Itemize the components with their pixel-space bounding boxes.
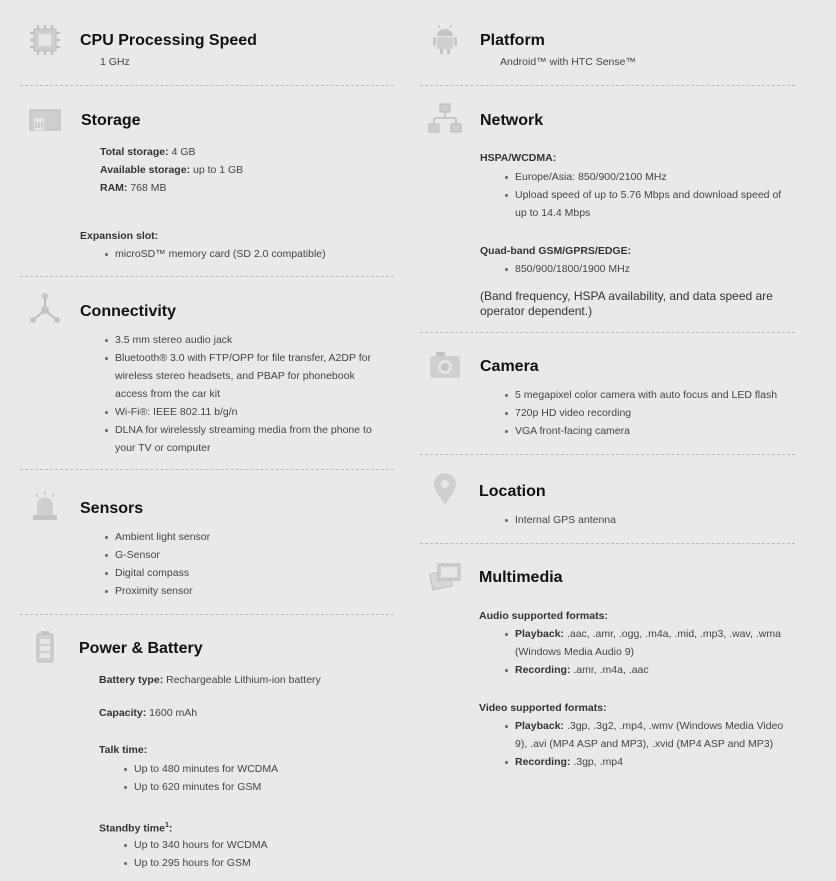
list-item: Up to 340 hours for WCDMA bbox=[119, 836, 268, 854]
list-item: 850/900/1800/1900 MHz bbox=[500, 260, 630, 278]
section-title: Sensors bbox=[80, 500, 144, 517]
list-item: microSD™ memory card (SD 2.0 compatible) bbox=[100, 245, 326, 263]
section-title: Camera bbox=[480, 358, 539, 375]
video-formats-label: Video supported formats: bbox=[479, 702, 607, 714]
ram-row bbox=[100, 179, 167, 197]
battery-type-row bbox=[99, 671, 321, 689]
section-title: Multimedia bbox=[479, 569, 563, 586]
list-item: DLNA for wirelessly streaming media from the phone to bbox=[100, 421, 372, 439]
divider bbox=[420, 454, 795, 455]
section-title: Storage bbox=[81, 112, 141, 129]
capacity-value: 1600 mAh bbox=[146, 707, 198, 719]
sensor-beacon-icon bbox=[28, 489, 62, 523]
list-item: Up to 620 minutes for GSM bbox=[119, 778, 278, 796]
capacity-label: Capacity: bbox=[99, 707, 147, 719]
gsm-label: Quad-band GSM/GPRS/EDGE: bbox=[480, 245, 632, 257]
list-item-continuation: up to 14.4 Mbps bbox=[515, 207, 591, 219]
list-item: Europe/Asia: 850/900/2100 MHz bbox=[500, 168, 781, 186]
audio-recording-value: .amr, .m4a, .aac bbox=[570, 664, 649, 676]
list-item-continuation: 9), .avi (MP4 ASP and MP3), .xvid (MP4 ASP and MP3) bbox=[515, 738, 774, 750]
section-title: Connectivity bbox=[80, 303, 177, 320]
gsm-list bbox=[500, 260, 630, 278]
list-item: Ambient light sensor bbox=[100, 528, 210, 546]
battery-type-value: Rechargeable Lithium-ion battery bbox=[163, 674, 321, 686]
ram-label: RAM: bbox=[100, 182, 128, 194]
divider bbox=[420, 85, 795, 86]
connectivity-node-icon bbox=[28, 292, 62, 326]
list-item-continuation: access from the car kit bbox=[115, 388, 221, 400]
sensors-list bbox=[100, 528, 210, 600]
list-item-continuation: your TV or computer bbox=[115, 442, 211, 454]
section-title: Platform bbox=[480, 32, 545, 49]
hspa-list bbox=[500, 168, 781, 222]
list-item bbox=[500, 661, 781, 679]
standby-time-colon: : bbox=[168, 822, 173, 835]
battery-type-label: Battery type: bbox=[99, 674, 164, 686]
audio-recording-label: Recording: bbox=[515, 664, 571, 676]
connectivity-list bbox=[100, 331, 372, 457]
list-item: 3.5 mm stereo audio jack bbox=[100, 331, 372, 349]
memory-card-icon bbox=[28, 104, 62, 138]
list-item: Upload speed of up to 5.76 Mbps and download speed of bbox=[500, 186, 781, 204]
list-item: Up to 480 minutes for WCDMA bbox=[119, 760, 278, 778]
network-hierarchy-icon bbox=[428, 102, 462, 136]
list-item-continuation: wireless stereo headsets, and PBAP for phonebook bbox=[115, 370, 355, 382]
total-storage-label: Total storage: bbox=[100, 146, 169, 158]
standby-time-label: Standby time bbox=[99, 822, 165, 835]
available-storage-label: Available storage: bbox=[100, 164, 191, 176]
video-playback-label: Playback: bbox=[515, 720, 565, 732]
list-item: Up to 295 hours for GSM bbox=[119, 854, 268, 872]
divider bbox=[20, 276, 394, 277]
list-item: VGA front-facing camera bbox=[500, 422, 777, 440]
list-item bbox=[500, 625, 781, 643]
standby-time-row bbox=[99, 817, 172, 838]
hspa-label: HSPA/WCDMA: bbox=[480, 152, 557, 164]
audio-playback-value: .aac, .amr, .ogg, .m4a, .mid, .mp3, .wav, .wma bbox=[564, 628, 781, 640]
section-title: Power & Battery bbox=[79, 640, 203, 657]
standby-time-list bbox=[119, 836, 268, 872]
multimedia-cards-icon bbox=[428, 560, 462, 594]
list-item: Wi-Fi®: IEEE 802.11 b/g/n bbox=[100, 403, 372, 421]
network-note: (Band frequency, HSPA availability, and data speed are operator dependent.) bbox=[480, 289, 773, 318]
list-item: 5 megapixel color camera with auto focus and LED flash bbox=[500, 386, 777, 404]
divider bbox=[420, 543, 795, 544]
cpu-speed-value: 1 GHz bbox=[100, 56, 130, 68]
capacity-row bbox=[99, 704, 197, 722]
section-title: CPU Processing Speed bbox=[80, 32, 257, 49]
audio-formats-label: Audio supported formats: bbox=[479, 610, 608, 622]
divider bbox=[20, 469, 394, 470]
section-title: Location bbox=[479, 483, 546, 500]
video-formats-list bbox=[500, 717, 783, 771]
talk-time-label: Talk time: bbox=[99, 744, 148, 756]
audio-formats-list bbox=[500, 625, 781, 679]
list-item: G-Sensor bbox=[100, 546, 210, 564]
expansion-slot-label: Expansion slot: bbox=[80, 230, 159, 242]
video-playback-value: .3gp, .3g2, .mp4, .wmv (Windows Media Video bbox=[564, 720, 784, 732]
platform-value: Android™ with HTC Sense™ bbox=[500, 56, 636, 68]
camera-list bbox=[500, 386, 777, 440]
available-storage-row bbox=[100, 161, 243, 179]
talk-time-list bbox=[119, 760, 278, 796]
list-item: Proximity sensor bbox=[100, 582, 210, 600]
available-storage-value: up to 1 GB bbox=[190, 164, 244, 176]
video-recording-label: Recording: bbox=[515, 756, 571, 768]
list-item: 720p HD video recording bbox=[500, 404, 777, 422]
ram-value: 768 MB bbox=[127, 182, 167, 194]
expansion-list bbox=[100, 245, 326, 263]
camera-icon bbox=[428, 348, 462, 382]
divider bbox=[20, 614, 394, 615]
list-item: Internal GPS antenna bbox=[500, 511, 616, 529]
audio-playback-label: Playback: bbox=[515, 628, 565, 640]
divider bbox=[420, 332, 795, 333]
section-title: Network bbox=[480, 112, 544, 129]
total-storage-row bbox=[100, 143, 196, 161]
map-pin-icon bbox=[428, 472, 462, 506]
list-item bbox=[500, 753, 783, 771]
list-item bbox=[500, 717, 783, 735]
list-item: Bluetooth® 3.0 with FTP/OPP for file transfer, A2DP for bbox=[100, 349, 372, 367]
video-recording-value: .3gp, .mp4 bbox=[570, 756, 623, 768]
total-storage-value: 4 GB bbox=[168, 146, 196, 158]
footnote-marker: 1 bbox=[164, 822, 169, 829]
list-item: Digital compass bbox=[100, 564, 210, 582]
divider bbox=[20, 85, 394, 86]
cpu-chip-icon bbox=[28, 23, 62, 57]
battery-icon bbox=[28, 630, 62, 664]
location-list bbox=[500, 511, 616, 529]
android-robot-icon bbox=[428, 22, 462, 56]
list-item-continuation: (Windows Media Audio 9) bbox=[515, 646, 635, 658]
